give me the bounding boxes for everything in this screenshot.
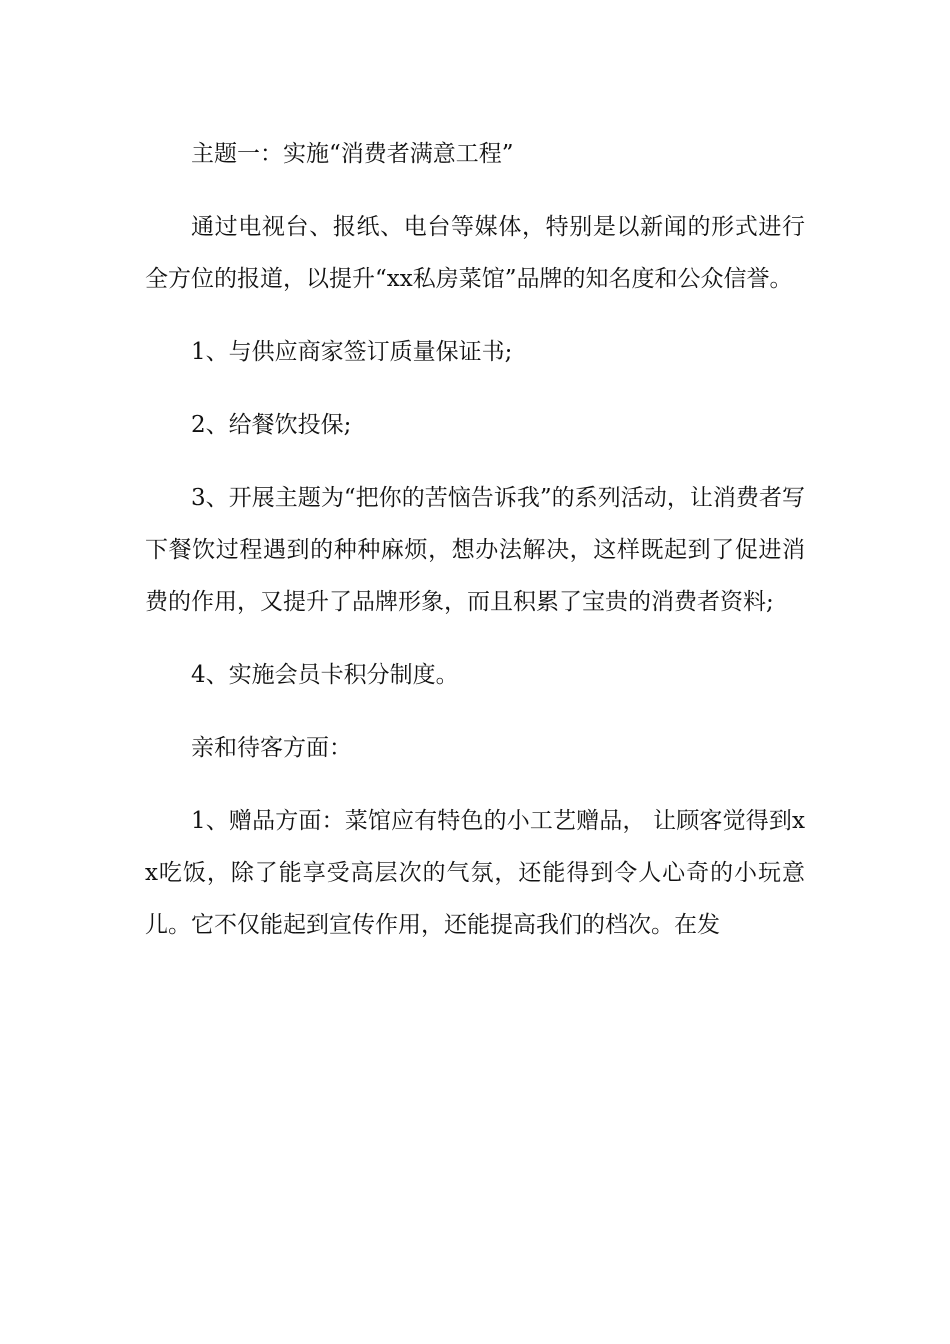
- list-item: 1、与供应商家签订质量保证书;: [191, 339, 513, 365]
- list-item: 1、赠品方面：菜馆应有特色的小工艺赠品， 让顾客觉得到xx吃饭，除了能享受高层次的气氛，还能得到令人心奇的小玩意儿。它不仅能起到宣传作用，还能提高我们的档次。在发: [145, 808, 805, 938]
- body-paragraph: 通过电视台、报纸、电台等媒体，特别是以新闻的形式进行全方位的报道，以提升“xx私房菜馆”品牌的知名度和公众信誉。: [145, 214, 805, 292]
- list-item: 2、给餐饮投保;: [191, 412, 352, 438]
- list-item: 3、开展主题为“把你的苦恼告诉我”的系列活动，让消费者写下餐饮过程遇到的种种麻烦，想办法解决，这样既起到了促进消费的作用，又提升了品牌形象，而且积累了宝贵的消费者资料;: [145, 485, 805, 615]
- list-item: 4、实施会员卡积分制度。: [191, 662, 459, 688]
- document-body: [145, 128, 805, 972]
- section-heading: 主题一：实施“消费者满意工程”: [191, 141, 514, 167]
- subsection-heading: 亲和待客方面：: [191, 735, 352, 761]
